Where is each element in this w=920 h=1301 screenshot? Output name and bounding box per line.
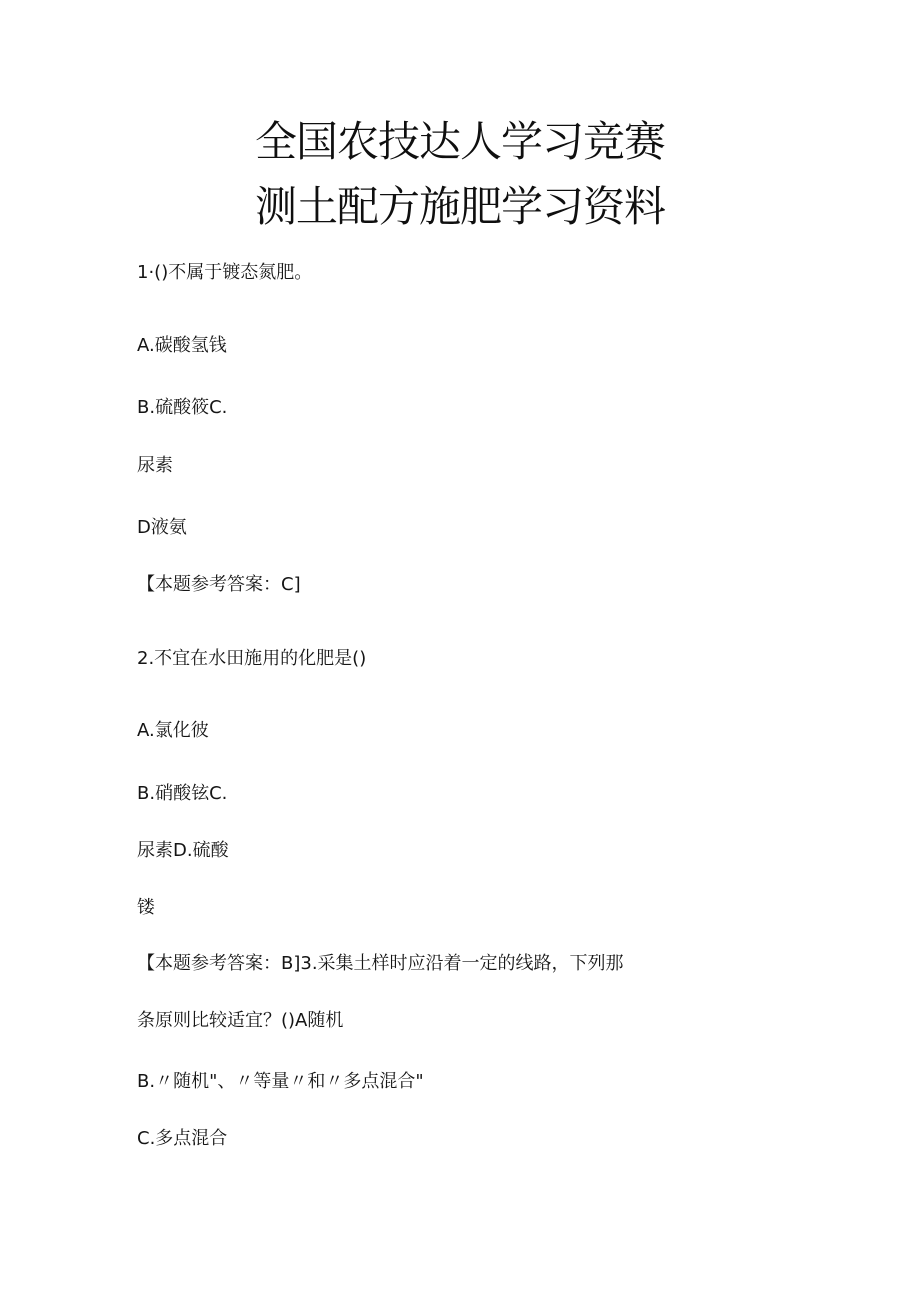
question-2-option-a: A.氯化彼 xyxy=(137,720,209,741)
question-2-stem: 2.不宜在水田施用的化肥是() xyxy=(137,648,367,669)
question-1-option-c-text: 尿素 xyxy=(137,455,173,476)
question-1-answer: 【本题参考答案：C] xyxy=(137,574,301,595)
question-2-option-b-c: B.硝酸铉C. xyxy=(137,783,228,804)
question-1-option-d: D液氨 xyxy=(137,517,187,538)
question-3-stem-continued: 条原则比较适宜？()A随机 xyxy=(137,1010,344,1031)
question-3-option-c: C.多点混合 xyxy=(137,1128,228,1149)
question-2-option-d-end: 镂 xyxy=(137,897,155,918)
question-1-option-a: A.碳酸氢钱 xyxy=(137,335,227,356)
question-1-option-b-c: B.硫酸筱C. xyxy=(137,397,228,418)
question-3-option-b: B.〃随机"、〃等量〃和〃多点混合" xyxy=(137,1071,424,1092)
question-2-option-c-d: 尿素D.硫酸 xyxy=(137,840,229,861)
question-2-answer-and-question-3-stem: 【本题参考答案：B]3.采集土样时应沿着一定的线路，下列那 xyxy=(137,953,624,974)
document-title-line-2: 测土配方施肥学习资料 xyxy=(254,182,665,231)
document-title-line-1: 全国农技达人学习竞赛 xyxy=(254,117,665,166)
question-1-stem: 1·()不属于镀态氮肥。 xyxy=(137,262,313,283)
